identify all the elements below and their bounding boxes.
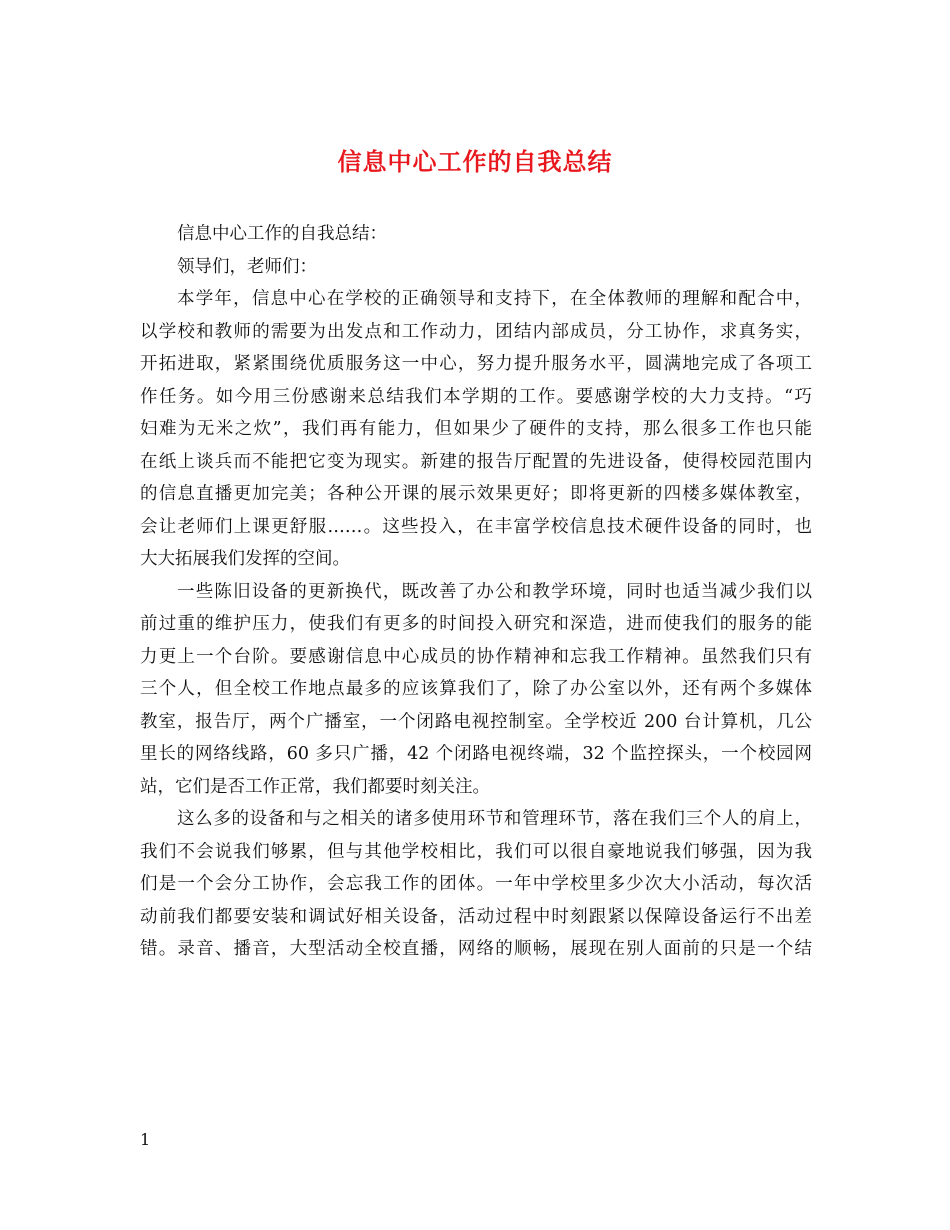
text-line: 前过重的维护压力，使我们有更多的时间投入研究和深造，进而使我们的服务的能 bbox=[140, 614, 812, 634]
text-line: 这么多的设备和与之相关的诸多使用环节和管理环节，落在我们三个人的肩上， bbox=[177, 809, 812, 829]
text-line: 力更上一个台阶。要感谢信息中心成员的协作精神和忘我工作精神。虽然我们只有 bbox=[140, 646, 812, 667]
document-title: 信息中心工作的自我总结 bbox=[337, 147, 613, 176]
text-line: 里长的网络线路，60 多只广播，42 个闭路电视终端，32 个监控探头，一个校园网 bbox=[140, 744, 812, 764]
text-line: 站，它们是否工作正常，我们都要时刻关注。 bbox=[140, 776, 490, 797]
text-line: 教室，报告厅，两个广播室，一个闭路电视控制室。全学校近 200 台计算机，几公 bbox=[140, 711, 812, 732]
text-line: 们是一个会分工协作，会忘我工作的团体。一年中学校里多少次大小活动，每次活 bbox=[140, 874, 812, 894]
text-line: 大大拓展我们发挥的空间。 bbox=[140, 549, 350, 569]
text-line: 一些陈旧设备的更新换代，既改善了办公和教学环境，同时也适当减少我们以 bbox=[177, 581, 812, 602]
text-line: 信息中心工作的自我总结： bbox=[177, 224, 387, 244]
text-line: 会让老师们上课更舒服……。这些投入，在丰富学校信息技术硬件设备的同时，也 bbox=[140, 516, 812, 537]
text-line: 在纸上谈兵而不能把它变为现实。新建的报告厅配置的先进设备，使得校园范围内 bbox=[140, 451, 812, 472]
text-line: 的信息直播更加完美；各种公开课的展示效果更好；即将更新的四楼多媒体教室， bbox=[140, 484, 812, 504]
text-line: 以学校和教师的需要为出发点和工作动力，团结内部成员，分工协作，求真务实， bbox=[140, 321, 812, 342]
text-line: 动前我们都要安装和调试好相关设备，活动过程中时刻跟紧以保障设备运行不出差 bbox=[140, 906, 812, 927]
text-line: 领导们，老师们： bbox=[177, 256, 317, 277]
text-line: 三个人，但全校工作地点最多的应该算我们了，除了办公室以外，还有两个多媒体 bbox=[140, 679, 812, 699]
text-line: 妇难为无米之炊”，我们再有能力，但如果少了硬件的支持，那么很多工作也只能 bbox=[140, 419, 812, 439]
page-number: 1 bbox=[140, 1130, 151, 1149]
text-line: 我们不会说我们够累，但与其他学校相比，我们可以很自豪地说我们够强，因为我 bbox=[140, 841, 812, 862]
text-line: 开拓进取，紧紧围绕优质服务这一中心，努力提升服务水平，圆满地完成了各项工 bbox=[140, 354, 812, 374]
text-line: 错。录音、播音，大型活动全校直播，网络的顺畅，展现在别人面前的只是一个结 bbox=[140, 939, 812, 959]
text-line: 本学年，信息中心在学校的正确领导和支持下，在全体教师的理解和配合中， bbox=[177, 289, 812, 309]
text-line: 作任务。如今用三份感谢来总结我们本学期的工作。要感谢学校的大力支持。“巧 bbox=[140, 386, 812, 407]
document-body bbox=[140, 218, 812, 966]
